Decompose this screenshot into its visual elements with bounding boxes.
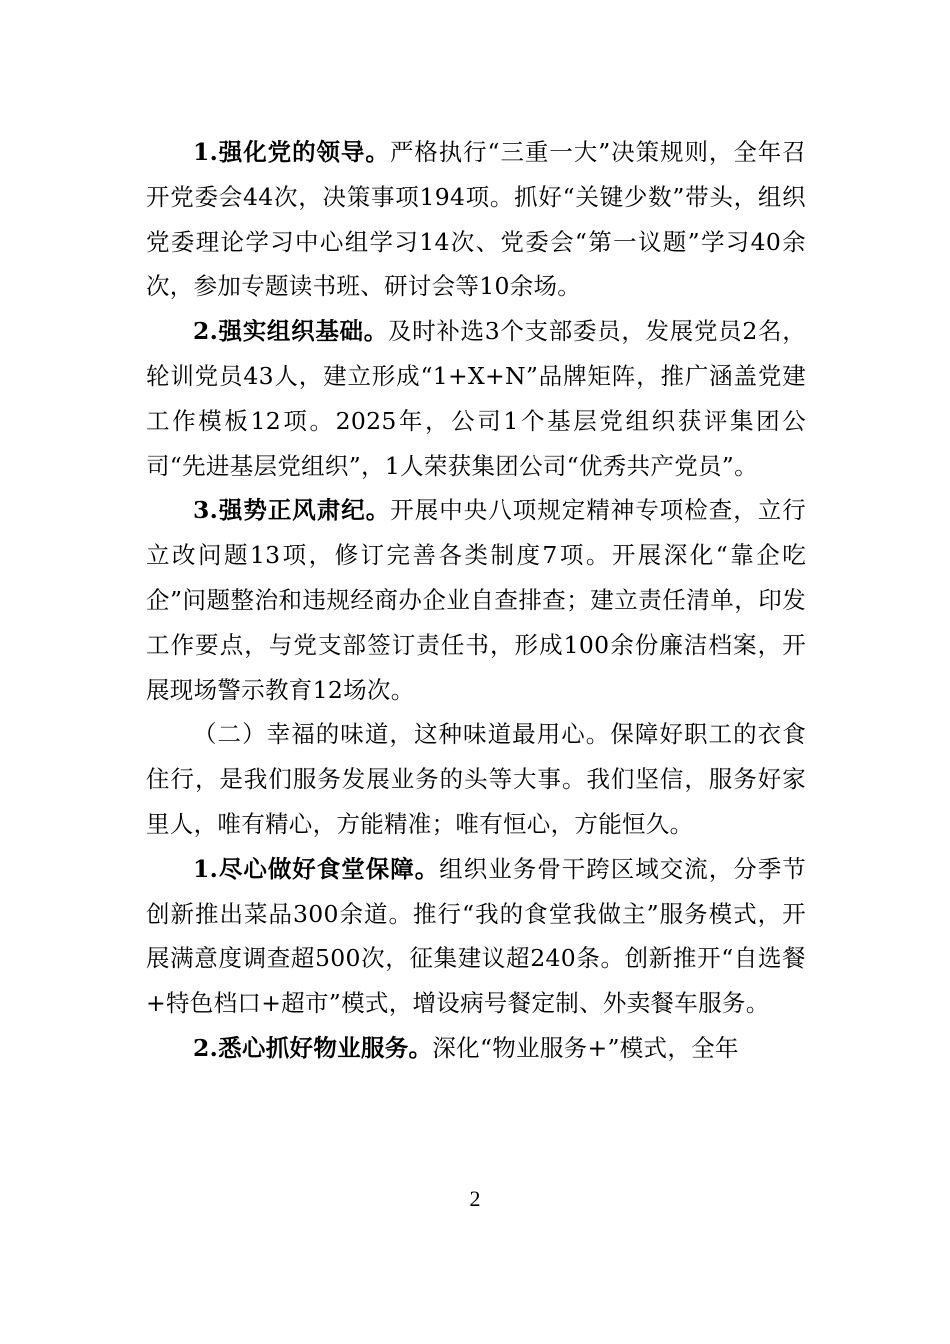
document-body [146, 130, 806, 1071]
paragraph-heading: 1.尽心做好食堂保障。 [193, 854, 440, 883]
paragraph-text: 深化“物业服务+”模式，全年 [432, 1033, 739, 1062]
paragraph-property-services [146, 1026, 806, 1071]
section-heading-happiness [146, 712, 806, 846]
page-number: 2 [469, 1186, 481, 1211]
paragraph-party-leadership [146, 130, 806, 309]
paragraph-heading: 2.强实组织基础。 [193, 317, 388, 346]
paragraph-text: （二）幸福的味道，这种味道最用心。保障好职工的衣食住行，是我们服务发展业务的头等大事。我们坚信，服务好家里人，唯有精心，方能精准；唯有恒心，方能恒久。 [146, 720, 806, 838]
paragraph-organization-foundation [146, 309, 806, 488]
paragraph-text: 及时补选3个支部委员，发展党员2名，轮训党员43人，建立形成“1+X+N”品牌矩阵，推广涵盖党建工作模板12项。2025年，公司1个基层党组织获评集团公司“先进基层党组织”，1人荣获集团公司“优秀共产党员”。 [146, 317, 806, 480]
paragraph-text: 开展中央八项规定精神专项检查，立行立改问题13项，修订完善各类制度7项。开展深化“靠企吃企”问题整治和违规经商办企业自查排查；建立责任清单，印发工作要点，与党支部签订责任书，形成100余份廉洁档案，开展现场警示教育12场次。 [146, 496, 807, 704]
paragraph-heading: 1.强化党的领导。 [193, 138, 390, 166]
paragraph-canteen [146, 847, 806, 1026]
paragraph-heading: 3.强势正风肃纪。 [193, 496, 391, 525]
paragraph-discipline [146, 488, 806, 712]
paragraph-text: 组织业务骨干跨区域交流，分季节创新推出菜品300余道。推行“我的食堂我做主”服务模式，开展满意度调查超500次，征集建议超240条。创新推开“自选餐+特色档口+超市”模式，增设病号餐定制、外卖餐车服务。 [146, 854, 806, 1018]
paragraph-text: 严格执行“三重一大”决策规则，全年召开党委会44次，决策事项194项。抓好“关键少数”带头，组织党委理论学习中心组学习14次、党委会“第一议题”学习40余次，参加专题读书班、研讨会等10余场。 [146, 138, 807, 301]
paragraph-heading: 2.悉心抓好物业服务。 [193, 1033, 433, 1062]
